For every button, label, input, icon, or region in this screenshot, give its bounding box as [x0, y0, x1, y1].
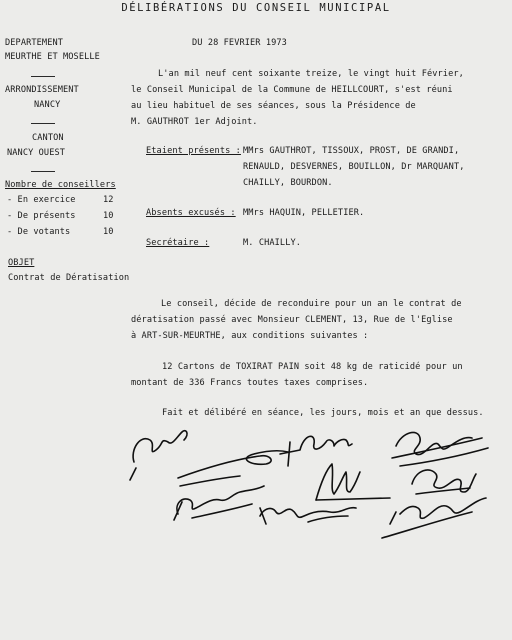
divider [31, 171, 55, 172]
body-line: dératisation passé avec Monsieur CLEMENT, 13, Rue de l'Eglise [131, 315, 453, 325]
signature-marks [120, 420, 500, 560]
secretaire-value: M. CHAILLY. [243, 238, 302, 248]
document-header: DÉLIBÉRATIONS DU CONSEIL MUNICIPAL [121, 2, 391, 14]
arrondissement-value: NANCY [34, 100, 61, 110]
body-line: à ART-SUR-MEURTHE, aux conditions suivantes : [131, 331, 369, 341]
meeting-date: DU 28 FEVRIER 1973 [192, 38, 287, 48]
signature [308, 516, 348, 522]
signatures [120, 420, 500, 560]
signature [133, 431, 187, 462]
signature [390, 512, 396, 524]
objet-title: OBJET [8, 258, 35, 268]
divider [31, 123, 55, 124]
presents-line: CHAILLY, BOURDON. [243, 178, 333, 188]
conseillers-presents-label: - De présents [7, 211, 76, 221]
presents-line: RENAULD, DESVERNES, BOUILLON, Dr MARQUANT, [243, 162, 465, 172]
presents-line: MMrs GAUTHROT, TISSOUX, PROST, DE GRANDI, [243, 146, 460, 156]
intro-line: M. GAUTHROT 1er Adjoint. [131, 117, 258, 127]
conseillers-presents-value: 10 [103, 211, 114, 221]
signature [400, 448, 488, 466]
conseillers-votants-value: 10 [103, 227, 114, 237]
departement-label: DEPARTEMENT [5, 38, 64, 48]
intro-line: L'an mil neuf cent soixante treize, le vingt huit Février, [158, 69, 464, 79]
absents-label: Absents excusés : [146, 208, 236, 218]
closing-text: Fait et délibéré en séance, les jours, mois et an que dessus. [162, 408, 484, 418]
conseillers-exercice-label: - En exercice [7, 195, 76, 205]
intro-line: au lieu habituel de ses séances, sous la Présidence de [131, 101, 416, 111]
absents-value: MMrs HAQUIN, PELLETIER. [243, 208, 365, 218]
signature [177, 486, 264, 514]
canton-value: NANCY OUEST [7, 148, 66, 158]
conditions-line: 12 Cartons de TOXIRAT PAIN soit 48 kg de raticidé pour un [162, 362, 463, 372]
signature [280, 436, 352, 454]
signature [180, 476, 240, 486]
conseillers-exercice-value: 12 [103, 195, 114, 205]
signature [178, 451, 288, 478]
conseillers-votants-label: - De votants [7, 227, 71, 237]
signature [392, 438, 482, 458]
body-line: Le conseil, décide de reconduire pour un an le contrat de [161, 299, 462, 309]
signature [130, 468, 136, 480]
conditions-line: montant de 336 Francs toutes taxes comprises. [131, 378, 369, 388]
signature [316, 498, 390, 500]
signature [316, 464, 360, 500]
signature [400, 498, 486, 518]
departement-value: MEURTHE ET MOSELLE [5, 52, 100, 62]
intro-line: le Conseil Municipal de la Commune de HEILLCOURT, s'est réuni [131, 85, 453, 95]
arrondissement-label: ARRONDISSEMENT [5, 85, 79, 95]
objet-text: Contrat de Dératisation [8, 273, 130, 283]
conseillers-title: Nombre de conseillers [5, 180, 116, 190]
signature [288, 442, 290, 466]
secretaire-label: Secrétaire : [146, 238, 210, 248]
divider [31, 76, 55, 77]
canton-label: CANTON [32, 133, 64, 143]
presents-label: Etaient présents : [146, 146, 241, 156]
